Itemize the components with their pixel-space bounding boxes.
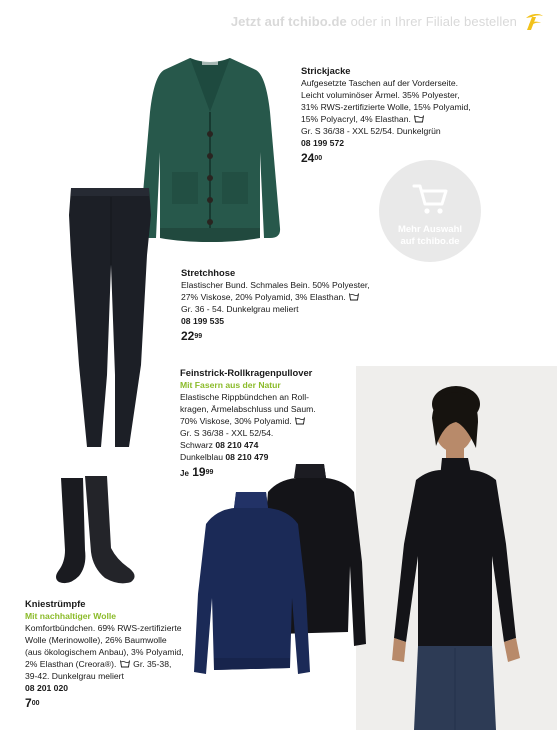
product-kniestruempfe [25,597,225,709]
size-range: Gr. 35-38, [133,659,172,669]
product-stretchhose [181,266,381,342]
product-name: Strickjacke [301,65,351,76]
product-name: Stretchhose [181,267,236,278]
wash-care-icon [120,660,130,668]
description-line: Gr. S 36/38 - XXL 52/54. [180,428,274,438]
product-subtitle: Mit Fasern aus der Natur [180,380,281,390]
product-name: Kniestrümpfe [25,598,86,609]
description-line: 39-42. Dunkelgrau meliert [25,671,124,681]
description-line: Elastische Rippbündchen an Roll- [180,392,309,402]
price-cents: 99 [205,469,214,476]
promo-text [379,224,481,248]
header-banner [0,12,557,34]
promo-line: auf tchibo.de [400,236,460,247]
wash-care-icon [295,417,305,425]
price-cents: 00 [31,700,40,707]
description-line: Elastischer Bund. Schmales Bein. 50% Polyester, [181,280,370,290]
description-line: 31% RWS-zertifizierte Wolle, 15% Polyamid, [301,102,471,112]
product-subtitle: Mit nachhaltiger Wolle [25,611,117,621]
price-cents: 00 [314,155,323,162]
description-line: 27% Viskose, 20% Polyamid, 3% Elasthan. [181,292,346,302]
color-variant [180,439,355,451]
color-label: Dunkelblau [180,452,223,462]
description-line: Aufgesetzte Taschen auf der Vorderseite. [301,78,459,88]
color-label: Schwarz [180,440,213,450]
description-line: kragen, Ärmelabschluss und Saum. [180,404,316,414]
price-cents: 99 [194,333,203,340]
price-main: 19 [192,465,206,479]
price-main: 24 [301,151,315,165]
article-number: 08 199 535 [181,316,225,326]
price [301,152,501,164]
banner-link[interactable]: Jetzt auf tchibo.de [230,14,347,29]
tchibo-logo-icon[interactable] [523,12,545,32]
description-line: 70% Viskose, 30% Polyamid. [180,416,292,426]
cardigan-image [138,52,283,248]
description-line: 15% Polyacryl, 4% Elasthan. [301,114,411,124]
article-number: 08 201 020 [25,683,69,693]
description-line: Leicht voluminöser Ärmel. 35% Polyester, [301,90,460,100]
price-main: 7 [25,696,32,710]
description-line: Wolle (Merinowolle), 26% Baumwolle [25,635,167,645]
description-line: Gr. 36 - 54. Dunkelgrau meliert [181,304,299,314]
trousers-image [65,185,155,450]
price-main: 22 [181,329,195,343]
more-selection-promo[interactable] [379,160,481,262]
price-prefix: Je [180,469,189,478]
model-photo [356,366,557,730]
article-number: 08 199 572 [301,138,345,148]
model-figure [356,366,557,730]
wash-care-icon [349,293,359,301]
description-line: 2% Elasthan (Creora®). [25,659,117,669]
knee-socks-image [55,474,140,589]
article-number: 08 210 474 [215,440,259,450]
banner-rest: oder in Ihrer Filiale bestellen [346,14,517,29]
promo-line: Mehr Auswahl [397,224,463,235]
description-line: (aus ökologischem Anbau), 3% Polyamid, [25,647,184,657]
shopping-cart-icon [412,182,448,216]
article-number: 08 210 479 [225,452,269,462]
wash-care-icon [414,115,424,123]
price [25,697,225,709]
price [181,330,381,342]
description-line: Gr. S 36/38 - XXL 52/54. Dunkelgrün [301,126,441,136]
description-line: Komfortbündchen. 69% RWS-zertifizierte [25,623,182,633]
product-strickjacke [301,64,501,164]
banner-text[interactable] [231,14,517,29]
product-name: Feinstrick-Rollkragenpullover [180,367,313,378]
